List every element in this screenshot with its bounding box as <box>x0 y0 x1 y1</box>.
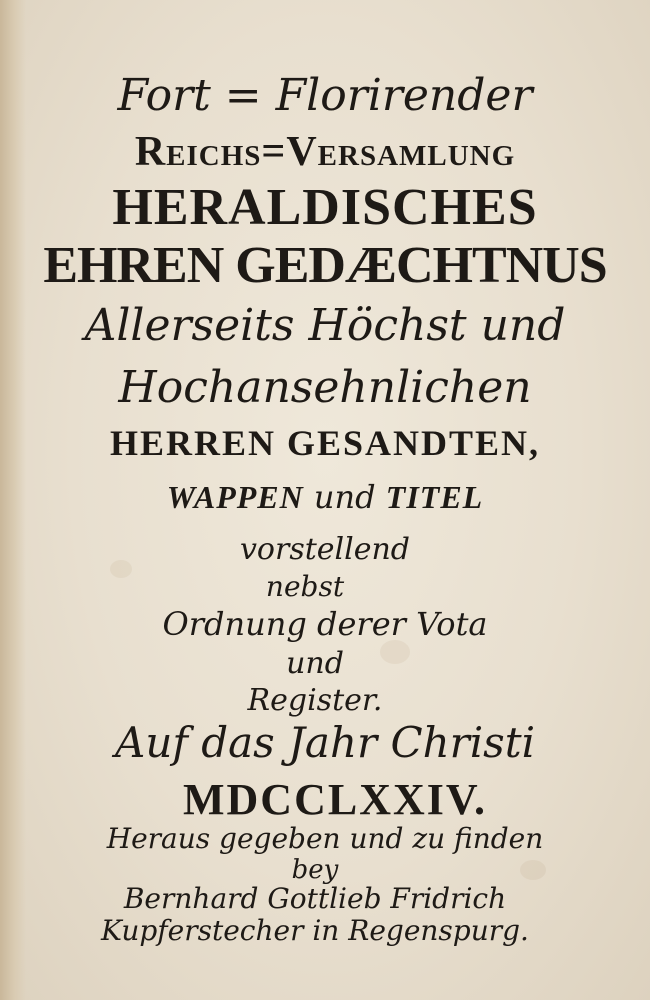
title-line-register: Register. <box>247 683 383 718</box>
title-line-wappen-und-titel <box>0 478 650 516</box>
title-line-year-roman-numeral: MDCCLXXIV. <box>183 775 487 824</box>
title-line-hochansehnlichen: Hochansehnlichen <box>118 362 532 413</box>
title-line-herren-gesandten: HERREN GESANDTEN, <box>109 423 541 463</box>
title-line-und: und <box>286 646 344 681</box>
title-line-heraus-gegeben: Heraus gegeben und zu finden <box>106 822 544 855</box>
wappen-word: WAPPEN <box>166 479 304 515</box>
title-line-ordnung-derer-vota: Ordnung derer Vota <box>162 605 488 643</box>
title-line-nebst: nebst <box>265 570 345 603</box>
title-line-ehren-gedaechtnus: EHREN GEDÆCHTNUS <box>43 237 607 294</box>
title-line-fort-florirender: Fort = Florirender <box>117 70 533 121</box>
und-word: und <box>303 478 386 516</box>
title-line-reichs-versamlung: Reichs=Versamlung <box>134 129 516 175</box>
titel-word: TITEL <box>385 479 484 515</box>
title-line-bey: bey <box>291 855 339 885</box>
title-line-heraldisches: HERALDISCHES <box>112 179 538 236</box>
title-line-allerseits-hoechst: Allerseits Höchst und <box>84 300 566 351</box>
title-line-auf-das-jahr-christi: Auf das Jahr Christi <box>114 718 536 767</box>
title-line-kupferstecher-regenspurg: Kupferstecher in Regenspurg. <box>101 914 529 947</box>
title-line-vorstellend: vorstellend <box>239 532 411 567</box>
title-line-bernhard-gottlieb-fridrich: Bernhard Gottlieb Fridrich <box>123 882 507 915</box>
